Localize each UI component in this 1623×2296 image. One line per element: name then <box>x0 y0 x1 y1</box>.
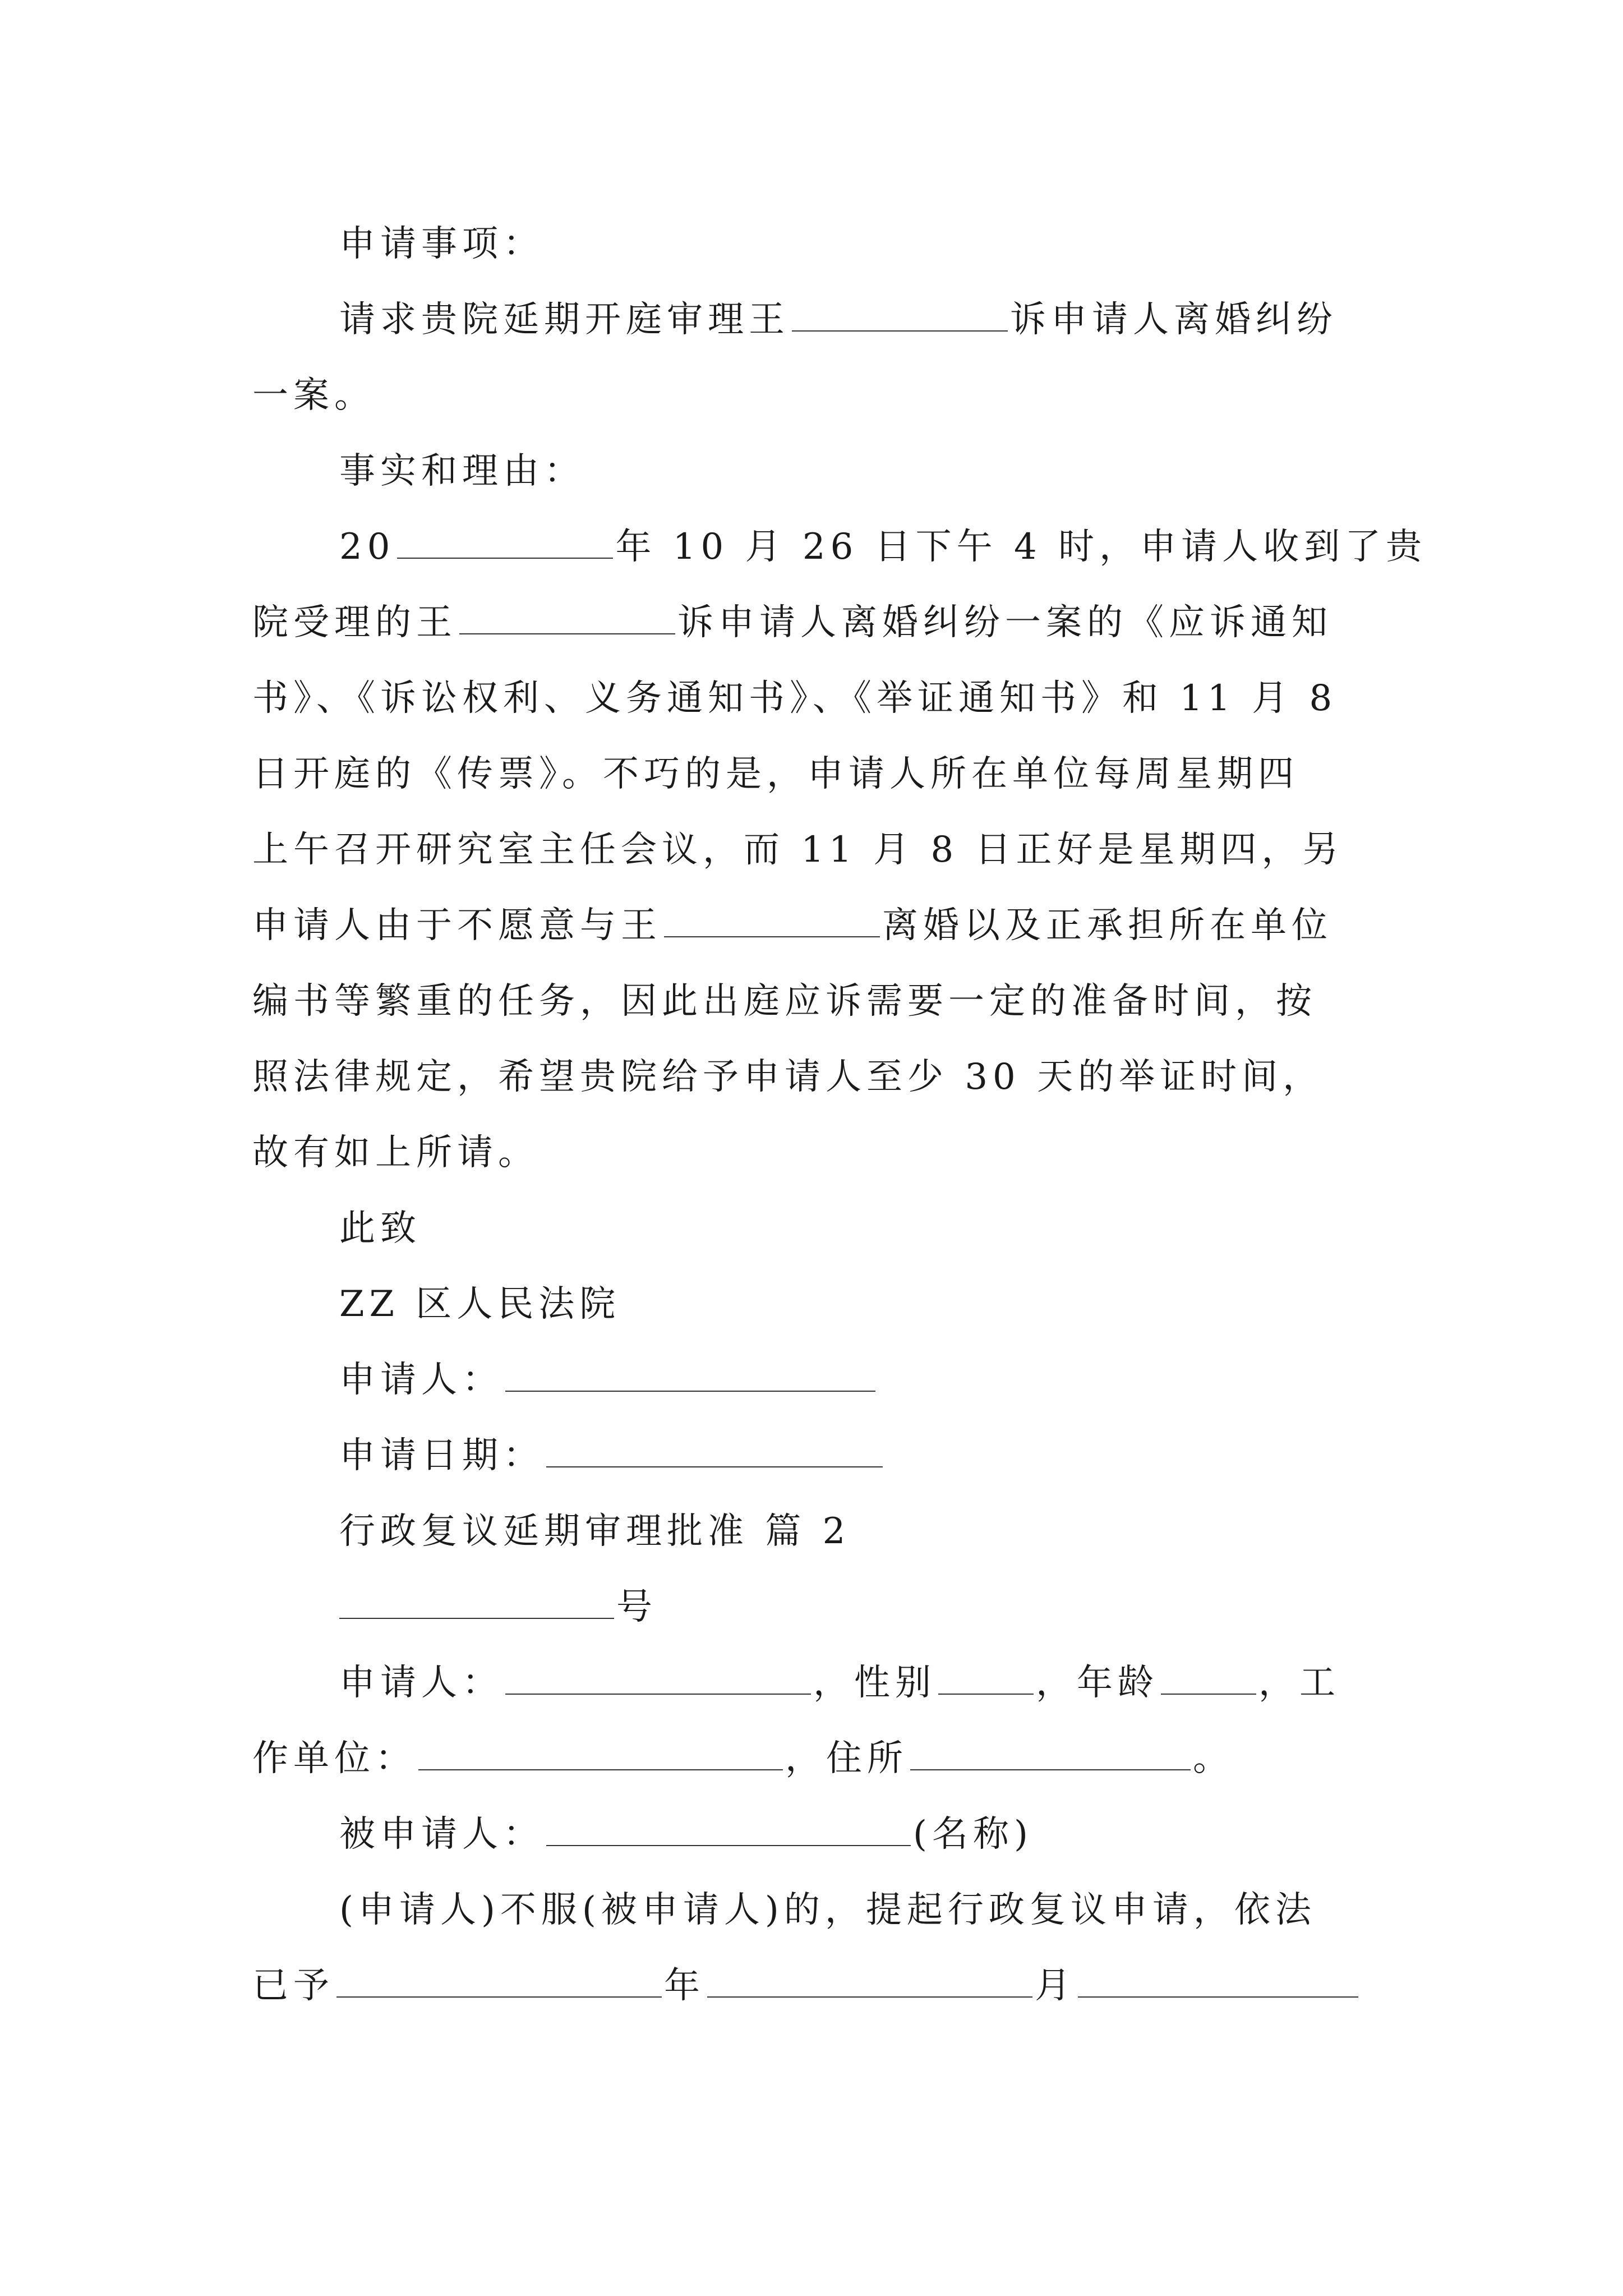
paragraph-line <box>252 1055 1324 1099</box>
paragraph-line <box>252 600 1332 645</box>
text-span: (申请人)不服(被申请人)的，提起行政复议申请，依法 <box>339 1889 1316 1931</box>
text-span: 申请人由于不愿意与王 <box>252 905 662 946</box>
text-span: 年 <box>664 1965 705 2007</box>
paragraph-line <box>252 1963 1361 2008</box>
text-span: 作单位： <box>252 1738 416 1779</box>
fill-in-blank <box>1078 1965 1358 1998</box>
text-span: 申请人： <box>339 1359 503 1401</box>
fill-in-blank <box>664 905 880 937</box>
text-span: 申请日期： <box>339 1435 544 1476</box>
salutation-line <box>339 1206 421 1251</box>
paragraph-line <box>339 297 1338 342</box>
text-span: 诉申请人离婚纠纷 <box>1010 299 1338 341</box>
text-span: 年 10 月 26 日下午 4 时，申请人收到了贵 <box>615 526 1427 568</box>
text-span: 日开庭的《传票》。不巧的是，申请人所在单位每周星期四 <box>252 753 1299 795</box>
text-span: 照法律规定，希望贵院给予申请人至少 30 天的举证时间， <box>252 1056 1324 1098</box>
paragraph-line <box>252 1736 1234 1781</box>
court-name-line <box>339 1282 620 1327</box>
fill-in-blank <box>707 1965 1032 1998</box>
fill-in-blank <box>336 1965 662 1998</box>
fill-in-blank <box>505 1662 811 1695</box>
fill-in-blank <box>397 526 613 559</box>
text-span: 号 <box>616 1586 657 1628</box>
paragraph-line <box>252 752 1299 797</box>
applicant-signature-line <box>339 1358 878 1402</box>
text-span: 被申请人： <box>339 1814 544 1855</box>
heading-application-items <box>339 222 544 266</box>
document-number-line <box>339 1585 657 1630</box>
paragraph-line <box>252 1130 539 1175</box>
fill-in-blank <box>1161 1662 1256 1695</box>
text-span: 编书等繁重的任务，因此出庭应诉需要一定的准备时间，按 <box>252 981 1317 1022</box>
fill-in-blank <box>792 299 1008 332</box>
text-span: 已予 <box>252 1965 334 2007</box>
paragraph-line <box>252 827 1344 872</box>
fill-in-blank <box>938 1662 1034 1695</box>
text-span: 20 <box>339 526 395 568</box>
text-span: 事实和理由： <box>339 450 585 492</box>
text-span: 月 <box>1035 1965 1076 2007</box>
text-span: ，工 <box>1258 1662 1340 1704</box>
text-span: 离婚以及正承担所在单位 <box>882 905 1332 946</box>
text-span: 。 <box>1193 1738 1234 1779</box>
fill-in-blank <box>459 602 675 634</box>
fill-in-blank <box>418 1738 783 1770</box>
paragraph-line <box>339 1660 1340 1705</box>
text-span: 申请事项： <box>339 223 544 265</box>
paragraph-line <box>252 676 1337 721</box>
text-span: 申请人： <box>339 1662 503 1704</box>
paragraph-line <box>252 979 1317 1024</box>
text-span: 故有如上所请。 <box>252 1132 539 1174</box>
text-span: 一案。 <box>252 375 375 416</box>
fill-in-blank <box>505 1359 875 1392</box>
text-span: 院受理的王 <box>252 602 457 643</box>
text-span: 书》、《诉讼权利、义务通知书》、《举证通知书》和 11 月 8 <box>252 678 1338 719</box>
paragraph-line <box>252 903 1332 948</box>
fill-in-blank <box>546 1435 883 1467</box>
fill-in-blank <box>910 1738 1191 1770</box>
heading-facts-and-reasons <box>339 449 585 494</box>
text-span: ，年龄 <box>1036 1662 1159 1704</box>
fill-in-blank <box>339 1586 614 1619</box>
text-span: 诉申请人离婚纠纷一案的《应诉通知 <box>677 602 1332 643</box>
section-title <box>339 1509 850 1554</box>
text-span: ，性别 <box>813 1662 936 1704</box>
text-span: ZZ 区人民法院 <box>339 1283 621 1325</box>
fill-in-blank <box>546 1814 911 1846</box>
paragraph-line <box>339 1888 1316 1932</box>
respondent-line <box>339 1812 1033 1857</box>
text-span: 请求贵院延期开庭审理王 <box>339 299 790 341</box>
application-date-line <box>339 1433 885 1478</box>
paragraph-line <box>339 524 1427 569</box>
paragraph-line <box>252 373 375 418</box>
text-span: 上午召开研究室主任会议，而 11 月 8 日正好是星期四，另 <box>252 829 1344 871</box>
text-span: ，住所 <box>785 1738 908 1779</box>
text-span: 行政复议延期审理批准 篇 2 <box>339 1511 851 1552</box>
text-span: 此致 <box>339 1208 421 1249</box>
text-span: (名称) <box>913 1814 1033 1855</box>
